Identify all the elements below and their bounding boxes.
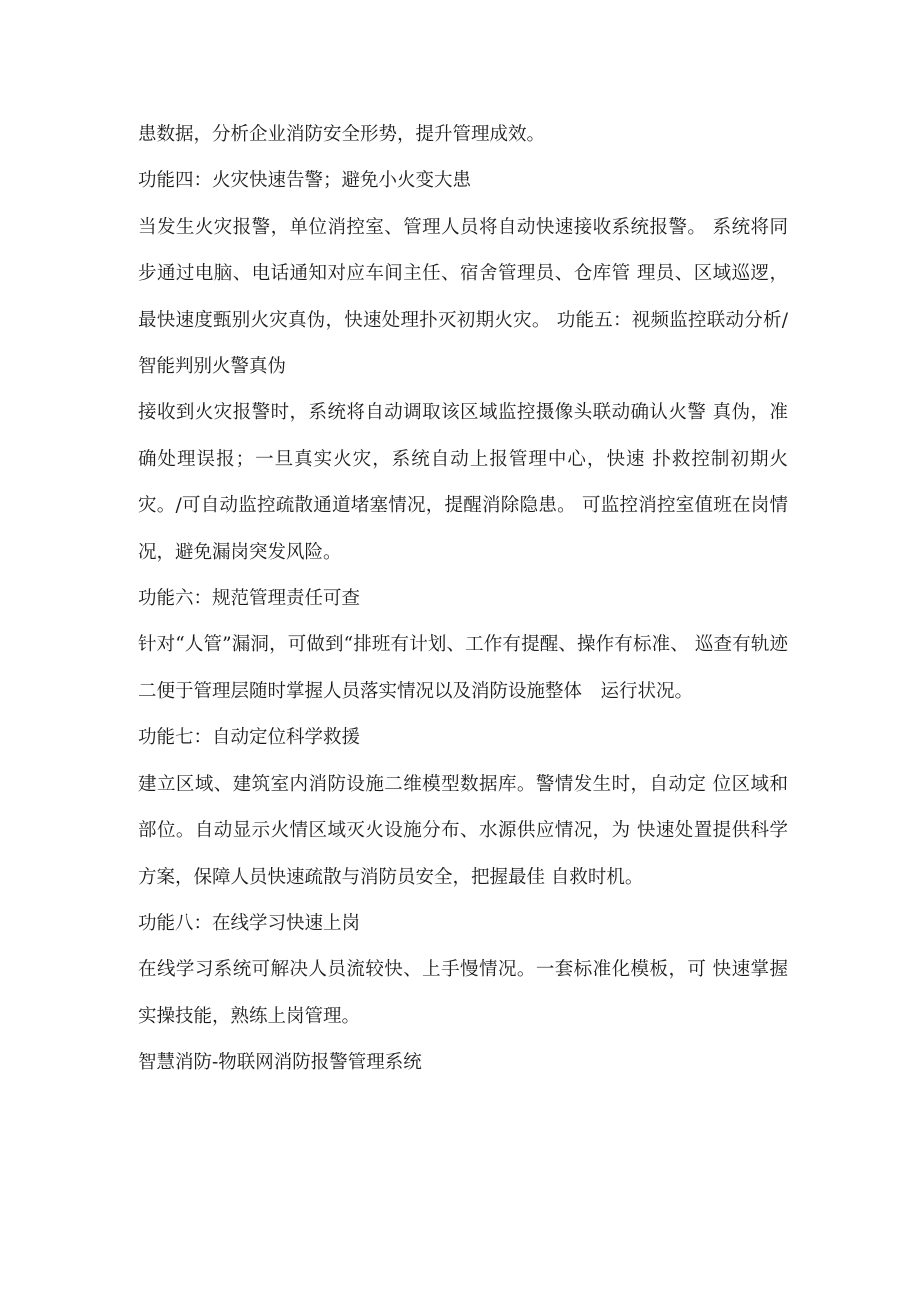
paragraph-feature-seven: 建立区域、建筑室内消防设施二维模型数据库。警情发生时，自动定 位区域和部位。自动显示火情区域灭火设施分布、水源供应情况，为 快速处置提供科学方案，保障人员快速疏散与消防员安全，把握最佳 自救时机。 (138, 773, 788, 888)
paragraph-feature-eight: 在线学习系统可解决人员流较快、上手慢情况。一套标准化模板，可 快速掌握实操技能，熟练上岗管理。 (138, 959, 788, 1027)
heading-feature-four: 功能四：火灾快速告警；避免小火变大患 (138, 170, 472, 192)
section-title: 智慧消防-物联网消防报警管理系统 (138, 1052, 422, 1074)
paragraph-feature-six: 针对“人管”漏洞，可做到“排班有计划、工作有提醒、操作有标准、 巡查有轨迹二便于管理层随时掌握人员落实情况以及消防设施整体 运行状况。 (138, 634, 788, 702)
heading-feature-eight: 功能八：在线学习快速上岗 (138, 912, 361, 934)
document-body (138, 112, 788, 1087)
paragraph-feature-five: 接收到火灾报警时，系统将自动调取该区域监控摄像头联动确认火警 真伪，准确处理误报；一旦真实火灾，系统自动上报管理中心，快速 扑救控制初期火灾。/可自动监控疏散通道堵塞情况，提醒消除隐患。 可监控消控室值班在岗情况，避免漏岗突发风险。 (138, 402, 788, 563)
heading-feature-six: 功能六：规范管理责任可查 (138, 588, 361, 610)
heading-feature-seven: 功能七：自动定位科学救援 (138, 727, 361, 749)
paragraph-feature-four: 当发生火灾报警，单位消控室、管理人员将自动快速接收系统报警。 系统将同步通过电脑、电话通知对应车间主任、宿舍管理员、仓库管 理员、区域巡逻，最快速度甄别火灾真伪，快速处理扑灭初期火灾。 功能五：视频监控联动分析/智能判别火警真伪 (138, 216, 788, 378)
paragraph-intro-continuation: 患数据，分析企业消防安全形势，提升管理成效。 (138, 124, 546, 145)
